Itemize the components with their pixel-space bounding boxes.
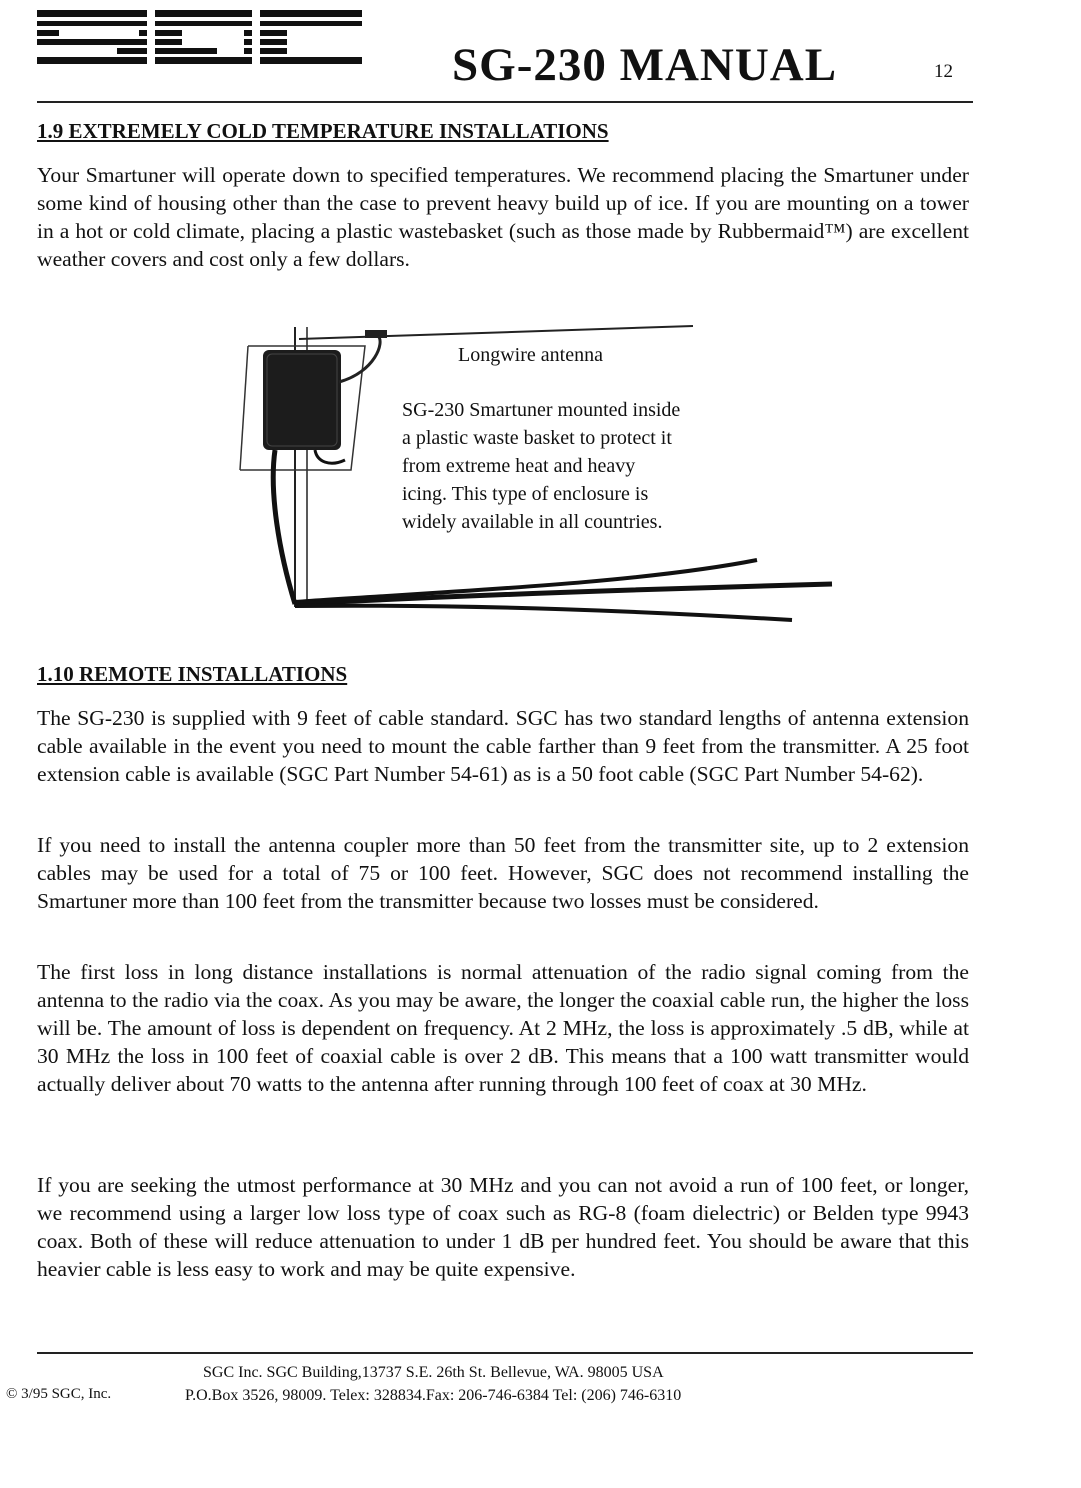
footer-address-line-1: SGC Inc. SGC Building,13737 S.E. 26th St. Bellevue, WA. 98005 USA: [203, 1364, 664, 1381]
footer-rule: [37, 1352, 973, 1354]
paragraph-cold-temperature: Your Smartuner will operate down to specified temperatures. We recommend placing the Smartuner under some kind of housing other than the case to prevent heavy build up of ice. If you are mounting on a tower in a hot or cold climate, placing a plastic wastebasket (such as those made by Rubbermaid™) are excellent weather covers and cost only a few dollars.: [37, 163, 969, 271]
paragraph-remote-2: If you need to install the antenna coupler more than 50 feet from the transmitter site, up to 2 extension cables may be used for a total of 75 or 100 feet. However, SGC does not recommend installing the Smartuner more than 100 feet from the transmitter because two losses must be considered.: [37, 833, 969, 913]
figure-caption-line: widely available in all countries.: [402, 511, 663, 533]
section-heading-cold-temperature: 1.9 EXTREMELY COLD TEMPERATURE INSTALLATIONS: [37, 119, 609, 143]
footer-address-line-2: P.O.Box 3526, 98009. Telex: 328834.Fax: 206-746-6384 Tel: (206) 746-6310: [185, 1387, 682, 1404]
paragraph-remote-4: If you are seeking the utmost performance at 30 MHz and you can not avoid a run of 100 feet, or longer, we recommend using a larger low loss type of coax such as RG-8 (foam dielectric) or Belden type 9943 coax. Both of these will reduce attenuation to under 1 dB per hundred feet. You should be aware that this heavier cable is less easy to work and may be quite expensive.: [37, 1173, 969, 1281]
paragraph-remote-3: The first loss in long distance installations is normal attenuation of the radio signal coming from the antenna to the radio via the coax. As you may be aware, the longer the coaxial cable run, the higher the loss will be. The amount of loss is dependent on frequency. At 2 MHz, the loss is approximately .5 dB, while at 30 MHz the loss in 100 feet of coaxial cable is over 2 dB. This means that a 100 watt transmitter would actually deliver about 70 watts to the antenna after running through 100 feet of coax at 30 MHz.: [37, 960, 969, 1096]
figure-caption-line: SG-230 Smartuner mounted inside: [402, 399, 681, 421]
section-heading-remote-installations: 1.10 REMOTE INSTALLATIONS: [37, 662, 348, 686]
sgc-logo: [37, 8, 362, 70]
manual-title: SG-230 MANUAL: [452, 39, 838, 91]
figure-caption-line: a plastic waste basket to protect it: [402, 427, 672, 449]
header-rule: [37, 101, 973, 103]
figure-caption-line: from extreme heat and heavy: [402, 455, 636, 477]
footer-copyright: © 3/95 SGC, Inc.: [6, 1386, 112, 1402]
paragraph-remote-1: The SG-230 is supplied with 9 feet of cable standard. SGC has two standard lengths of antenna extension cable available in the event you need to mount the cable farther than 9 feet from the transmitter. A 25 foot extension cable is available (SGC Part Number 54-61) as is a 50 foot cable (SGC Part Number 54-62).: [37, 706, 969, 786]
page-number: 12: [934, 61, 953, 82]
figure-caption-line: icing. This type of enclosure is: [402, 483, 649, 505]
figure-label-longwire-antenna: Longwire antenna: [458, 344, 603, 366]
